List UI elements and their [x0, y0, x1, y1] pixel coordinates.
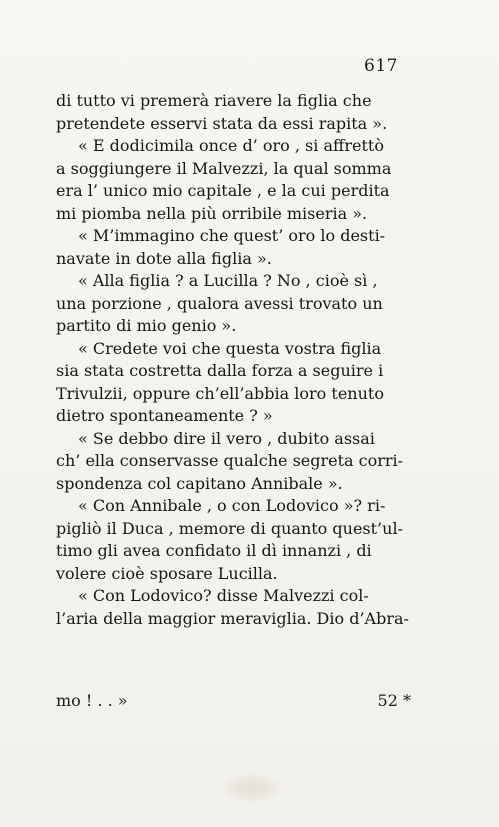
text-line: sia stata costretta dalla forza a seguire i [56, 361, 384, 380]
text-line: era l’ unico mio capitale , e la cui perdita [56, 181, 390, 200]
text-line: volere cioè sposare Lucilla. [56, 563, 278, 583]
text-line: dietro spontaneamente ? » [56, 406, 273, 425]
text-line: pigliò il Duca , memore di quanto quest’ul- [56, 518, 403, 538]
paper-stain [222, 774, 280, 802]
text-line: l’aria della maggior meraviglia. Dio d’Abra- [56, 608, 409, 628]
text-line: « Con Annibale , o con Lodovico »? ri- [78, 496, 386, 515]
text-line: « Alla figlia ? a Lucilla ? No , cioè sì , [78, 271, 378, 290]
body-text [56, 90, 411, 630]
text-line: una porzione , qualora avessi trovato un [56, 293, 383, 313]
final-text: mo ! . . » [56, 691, 128, 710]
text-line: timo gli avea confidato il dì innanzi , di [56, 541, 372, 560]
text-line: Trivulzii, oppure ch’ell’abbia loro tenuto [56, 383, 384, 403]
text-line: « Con Lodovico? disse Malvezzi col- [78, 586, 369, 605]
text-line: a soggiungere il Malvezzi, la qual somma [56, 158, 392, 178]
page-number: 617 [364, 56, 398, 76]
text-line: « Se debbo dire il vero , dubito assai [78, 428, 375, 448]
text-line: mi piomba nella più orribile miseria ». [56, 203, 368, 223]
final-line [56, 690, 411, 713]
text-line: navate in dote alla figlia ». [56, 248, 272, 268]
text-line: partito di mio genio ». [56, 316, 237, 335]
text-line: « E dodicimila once d’ oro , si affrettò [78, 136, 384, 155]
text-line: « Credete voi che questa vostra figlia [78, 338, 382, 358]
text-line: ch’ ella conservasse qualche segreta corri- [56, 451, 404, 470]
text-line: spondenza col capitano Annibale ». [56, 473, 343, 493]
signature-mark: 52 * [377, 691, 411, 710]
text-line: di tutto vi premerà riavere la figlia che [56, 91, 372, 110]
text-line: « M’immagino che quest’ oro lo desti- [78, 226, 386, 245]
text-line: pretendete esservi stata da essi rapita ». [56, 113, 388, 133]
